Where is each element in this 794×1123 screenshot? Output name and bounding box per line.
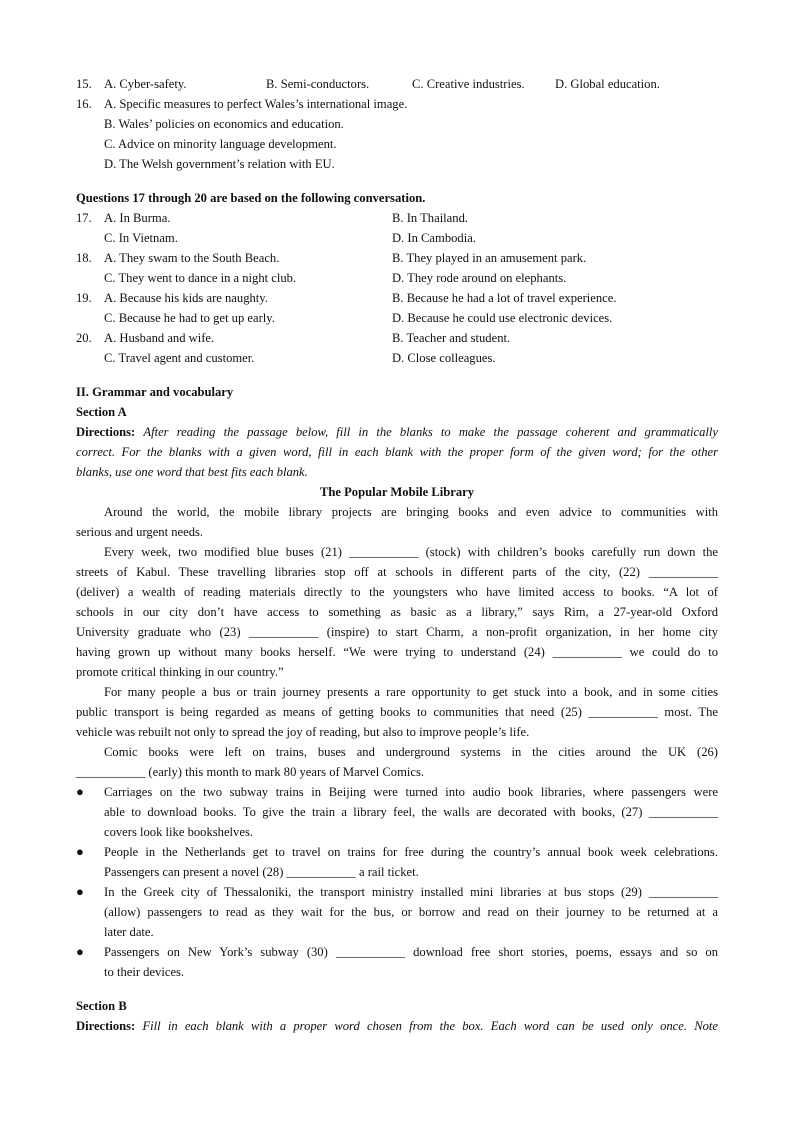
option-d: D. Global education. [555, 77, 660, 91]
paragraph-3-line3: vehicle was rebuilt not only to spread the joy of reading, but also to improve people’s life. [76, 725, 530, 739]
bullet-icon: ● [76, 844, 84, 859]
option-a: A. Because his kids are naughty. [104, 291, 268, 305]
directions-label: Directions: [76, 425, 136, 439]
directions-a-line2: correct. For the blanks with a given word, fill in each blank with the proper form of the given word; for the other [76, 445, 718, 459]
section-b-heading: Section B [76, 999, 127, 1013]
question-20-row2 [76, 348, 718, 368]
paragraph-2-line7: promote critical thinking in our country.” [76, 665, 284, 679]
option-d: D. The Welsh government’s relation with EU. [104, 157, 335, 171]
option-b: B. Wales’ policies on economics and education. [104, 117, 344, 131]
option-a: A. Specific measures to perfect Wales’s international image. [104, 97, 408, 111]
question-number: 18. [76, 251, 92, 265]
bullet-item: ● Carriages on the two subway trains in Beijing were turned into audio book libraries, where passengers were able to download books. To give the train a library feel, the walls are decorated with books, (27) ___________ covers look like bookshelves. [76, 784, 718, 839]
option-c: C. In Vietnam. [104, 231, 178, 245]
option-c: C. Creative industries. [412, 77, 525, 91]
section-a-heading: Section A [76, 405, 127, 419]
conversation-heading: Questions 17 through 20 are based on the following conversation. [76, 191, 426, 205]
question-number: 16. [76, 97, 92, 111]
directions-label: Directions: [76, 1019, 136, 1033]
question-19 [76, 288, 718, 308]
option-c: C. Advice on minority language development. [104, 137, 337, 151]
bullet-item: ● Passengers on New York’s subway (30) ___________ download free short stories, poems, essays and so on to their devices. [76, 944, 718, 979]
option-a: A. Cyber-safety. [104, 77, 187, 91]
paragraph-2-line5: University graduate who (23) ___________ (inspire) to start Charm, a non-profit organization, in her home city [76, 625, 718, 639]
question-15 [76, 74, 718, 94]
option-b: B. Teacher and student. [392, 331, 511, 345]
paragraph-2-line6: having grown up without many books herself. “We were trying to understand (24) ___________ we could do to [76, 645, 718, 659]
directions-b: Directions: Fill in each blank with a proper word chosen from the box. Each word can be used only once. Note [76, 1019, 718, 1033]
option-b: B. They played in an amusement park. [392, 251, 587, 265]
option-d: D. In Cambodia. [392, 231, 476, 245]
question-number: 19. [76, 291, 92, 305]
question-number: 15. [76, 77, 92, 91]
paragraph-4-line2: ___________ (early) this month to mark 80 years of Marvel Comics. [76, 765, 425, 779]
paragraph-2-line3: (deliver) a wealth of reading materials directly to the youngsters who have limited access to books. “A lot of [76, 585, 718, 599]
paragraph-2-line1: Every week, two modified blue buses (21) ___________ (stock) with children’s books carefully run down the [104, 545, 718, 559]
paragraph-3-line1: For many people a bus or train journey presents a rare opportunity to get stuck into a book, and in some cities [104, 685, 718, 699]
directions-a-line1: Directions: After reading the passage below, fill in the blanks to make the passage coherent and grammatically [76, 425, 719, 439]
part-heading: II. Grammar and vocabulary [76, 385, 234, 399]
exam-page [76, 74, 718, 1036]
question-17-row2 [76, 228, 718, 248]
option-d: D. They rode around on elephants. [392, 271, 567, 285]
question-17 [76, 208, 718, 228]
paragraph-1-line1: Around the world, the mobile library projects are bringing books and even advice to communities with [104, 505, 718, 519]
option-a: A. In Burma. [104, 211, 171, 225]
directions-a-line3: blanks, use one word that best fits each blank. [76, 465, 308, 479]
option-d: D. Close colleagues. [392, 351, 496, 365]
question-20 [76, 328, 718, 348]
paragraph-4-line1: Comic books were left on trains, buses and underground systems in the cities around the UK (26) [104, 745, 718, 759]
bullet-icon: ● [76, 784, 84, 799]
paragraph-1-line2: serious and urgent needs. [76, 525, 204, 539]
option-b: B. Semi-conductors. [266, 77, 370, 91]
question-16 [76, 94, 718, 114]
bullet-item: ● People in the Netherlands get to travel on trains for free during the country’s annual book week celebrations. Passengers can present a novel (28) ___________ a rail ticket. [76, 844, 718, 879]
question-18 [76, 248, 718, 268]
passage-title: The Popular Mobile Library [319, 485, 475, 499]
paragraph-2-line4: schools in our city don’t have access to something as basic as a library,” says Rim, a 27-year-old Oxford [76, 605, 718, 619]
question-number: 17. [76, 211, 92, 225]
question-19-row2 [76, 308, 718, 328]
option-c: C. Travel agent and customer. [104, 351, 255, 365]
option-a: A. They swam to the South Beach. [104, 251, 280, 265]
option-b: B. In Thailand. [392, 211, 469, 225]
question-number: 20. [76, 331, 92, 345]
question-18-row2 [76, 268, 718, 288]
bullet-icon: ● [76, 884, 84, 899]
bullet-item: ● In the Greek city of Thessaloniki, the transport ministry installed mini libraries at bus stops (29) ___________ (allow) passengers to read as they wait for the bus, or borrow and read on their journey to be returned at a later date. [76, 884, 718, 939]
option-c: C. They went to dance in a night club. [104, 271, 297, 285]
option-a: A. Husband and wife. [104, 331, 215, 345]
option-b: B. Because he had a lot of travel experience. [392, 291, 617, 305]
paragraph-3-line2: public transport is being regarded as means of getting books to communities that need (25) ___________ most. The [76, 705, 718, 719]
option-c: C. Because he had to get up early. [104, 311, 275, 325]
option-d: D. Because he could use electronic devices. [392, 311, 613, 325]
paragraph-2-line2: streets of Kabul. These travelling libraries stop off at schools in different parts of the city, (22) ___________ [76, 565, 718, 579]
bullet-icon: ● [76, 944, 84, 959]
